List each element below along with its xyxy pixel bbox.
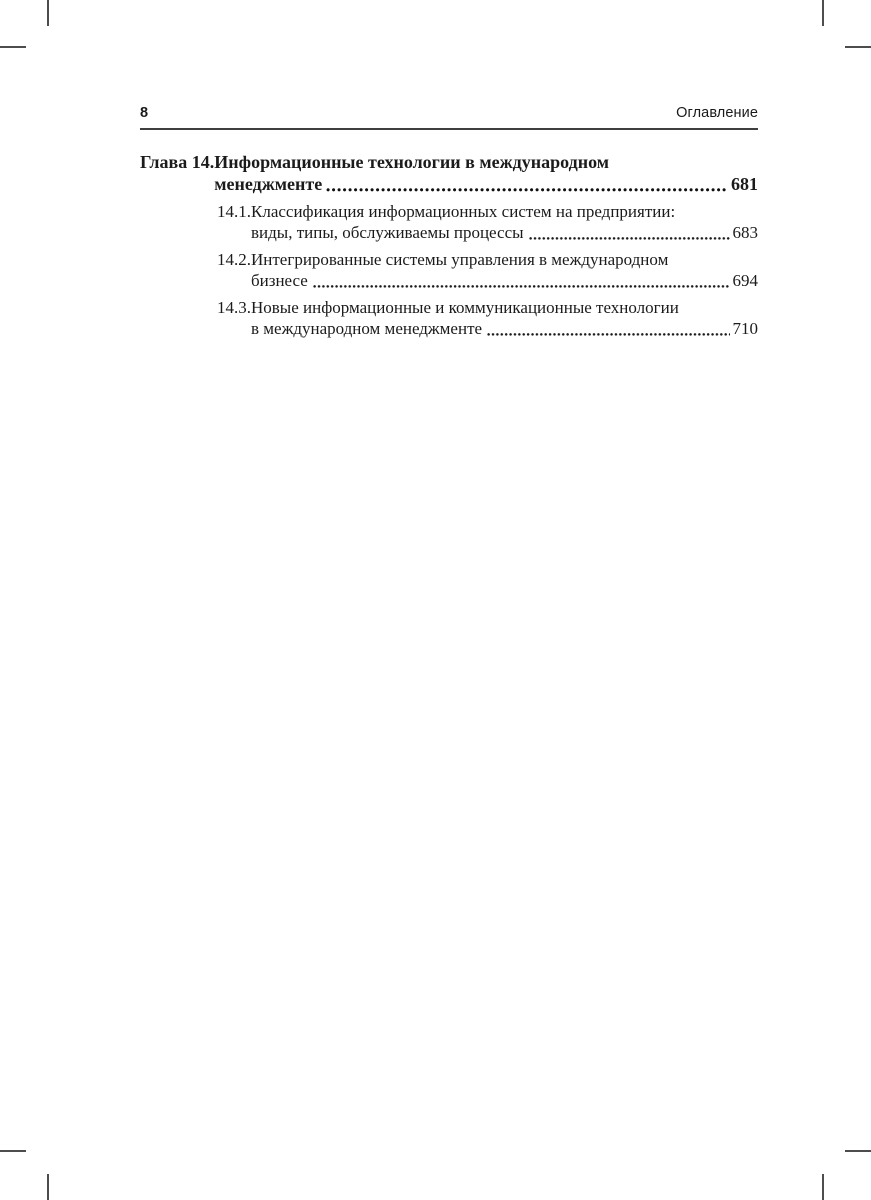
section-number: 14.3. <box>217 298 251 317</box>
crop-mark-top-right-horizontal <box>845 46 871 48</box>
toc-entry-section-14-2 <box>217 249 758 291</box>
crop-mark-bottom-right-horizontal <box>845 1150 871 1152</box>
running-title: Оглавление <box>676 105 758 121</box>
dot-leader <box>487 332 729 337</box>
section-page-ref: 683 <box>732 223 758 242</box>
table-of-contents <box>140 151 758 339</box>
running-header <box>140 105 758 130</box>
crop-mark-top-left-horizontal <box>0 46 26 48</box>
toc-entry-section-14-1 <box>217 201 758 243</box>
dot-leader <box>313 284 730 289</box>
chapter-title-line2: менеджменте <box>214 174 323 194</box>
section-body <box>251 297 758 339</box>
crop-mark-bottom-left-horizontal <box>0 1150 26 1152</box>
crop-mark-bottom-left-vertical <box>47 1174 49 1200</box>
toc-entry-chapter <box>140 151 758 195</box>
section-body <box>251 201 758 243</box>
chapter-body <box>214 151 758 195</box>
section-title-line2-row <box>251 222 758 243</box>
dot-leader <box>529 236 730 241</box>
section-page-ref: 710 <box>732 319 758 338</box>
chapter-title-line2-row <box>214 173 758 195</box>
crop-mark-top-right-vertical <box>822 0 824 26</box>
section-title-line2-row <box>251 318 758 339</box>
section-title-line1: Классификация информационных систем на предприятии: <box>251 202 676 221</box>
crop-mark-bottom-right-vertical <box>822 1174 824 1200</box>
section-number: 14.2. <box>217 250 251 269</box>
section-title-line2-row <box>251 270 758 291</box>
section-title-line2: виды, типы, обслуживаемы процессы <box>251 223 524 242</box>
chapter-title-line1: Информационные технологии в международном <box>214 152 609 172</box>
toc-entry-section-14-3 <box>217 297 758 339</box>
page-number: 8 <box>140 105 149 121</box>
section-title-line1: Интегрированные системы управления в международном <box>251 250 669 269</box>
section-body <box>251 249 758 291</box>
section-title-line1: Новые информационные и коммуникационные технологии <box>251 298 679 317</box>
section-title-line2: бизнесе <box>251 271 308 290</box>
crop-mark-top-left-vertical <box>47 0 49 26</box>
dot-leader <box>326 187 727 193</box>
section-page-ref: 694 <box>732 271 758 290</box>
chapter-page-ref: 681 <box>731 174 758 194</box>
section-number: 14.1. <box>217 202 251 221</box>
section-title-line2: в международном менеджменте <box>251 319 483 338</box>
chapter-label: Глава 14. <box>140 152 215 172</box>
